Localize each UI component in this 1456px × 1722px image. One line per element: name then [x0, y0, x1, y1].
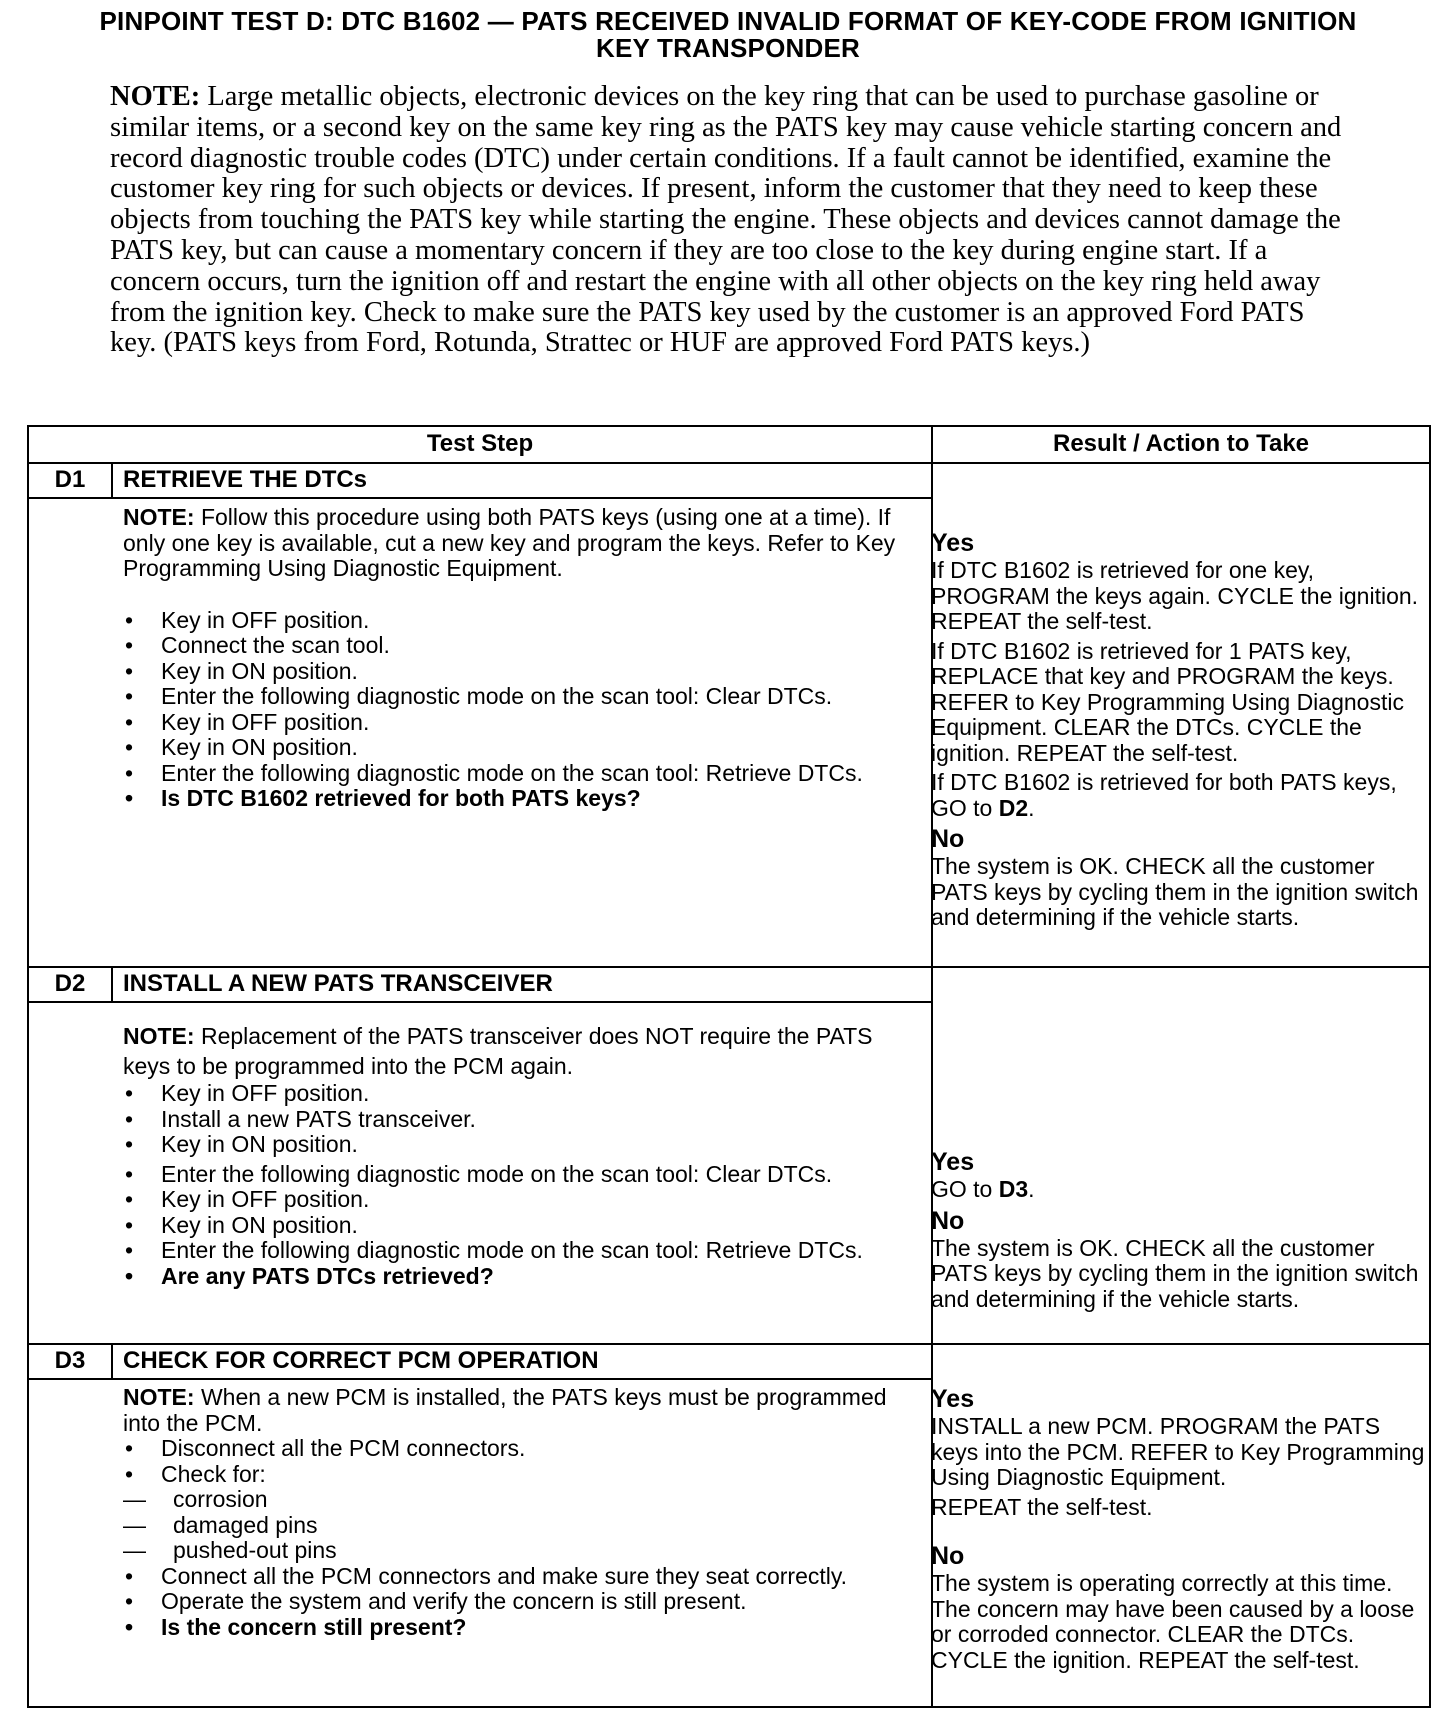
- step-d2-yes-pre: GO to: [931, 1176, 999, 1202]
- title-line-2: KEY TRANSPONDER: [595, 33, 860, 63]
- d3-title-underline: [29, 1378, 931, 1380]
- d2-title-underline: [29, 1001, 931, 1003]
- sub-list-item: — damaged pins: [123, 1513, 923, 1539]
- list-item: • Key in ON position.: [123, 659, 923, 685]
- step-d1-yes-text-3: [931, 770, 1427, 821]
- list-item: [123, 1462, 923, 1564]
- list-item: • Enter the following diagnostic mode on the scan tool: Retrieve DTCs.: [123, 1238, 923, 1264]
- intro-note-text: Large metallic objects, electronic devices on the key ring that can be used to purchase gasoline or similar items, or a second key on the same key ring as the PATS key may cause vehicle starting concern and record diagnostic trouble codes (DTC) under certain conditions. If a fault cannot be identified, examine the customer key ring for such objects or devices. If present, inform the customer that they need to keep these objects from touching the PATS key while starting the engine. These objects and devices cannot damage the PATS key, but can cause a momentary concern if they are too close to the key during engine start. If a concern occurs, turn the ignition off and restart the engine with all other objects on the key ring held away from the ignition key. Check to make sure the PATS key used by the customer is an approved Ford PATS key. (PATS keys from Ford, Rotunda, Strattec or HUF are approved Ford PATS keys.): [110, 81, 1342, 359]
- step-d1-list: [123, 608, 923, 812]
- header-result-action: Result / Action to Take: [1052, 430, 1310, 457]
- step-d2-question: • Are any PATS DTCs retrieved?: [123, 1264, 923, 1290]
- pinpoint-test-table: [27, 425, 1431, 1708]
- step-d3-yes-text-2: REPEAT the self-test.: [931, 1493, 1153, 1520]
- check-for-label: Check for:: [161, 1460, 266, 1487]
- step-d2-title: INSTALL A NEW PATS TRANSCEIVER: [123, 970, 553, 997]
- goto-d2-reference: D2: [998, 794, 1029, 821]
- step-d2-yes-text: [931, 1177, 1427, 1203]
- list-item: • Install a new PATS transceiver.: [123, 1107, 923, 1133]
- list-item: • Operate the system and verify the concern is still present.: [123, 1589, 923, 1615]
- step-d1-yes-text-3-pre: If DTC B1602 is retrieved for both PATS keys, GO to: [931, 769, 1397, 821]
- step-d2-result: [931, 1148, 1427, 1316]
- step-d1-yes-text-1: If DTC B1602 is retrieved for one key, PROGRAM the keys again. CYCLE the ignition. REPEAT the self-test.: [931, 557, 1419, 634]
- step-d2-no-text: The system is OK. CHECK all the customer PATS keys by cycling them in the ignition switch and determining if the vehicle starts.: [931, 1234, 1419, 1312]
- step-d3-note-text: When a new PCM is installed, the PATS keys must be programmed into the PCM.: [123, 1384, 887, 1436]
- step-d1-note-label: NOTE:: [123, 504, 195, 530]
- page-title: [0, 8, 1456, 62]
- sub-list-item: — pushed-out pins: [123, 1538, 923, 1564]
- step-d3-no-label: No: [931, 1542, 965, 1570]
- step-d1-no-text: The system is OK. CHECK all the customer PATS keys by cycling them in the ignition switch and determining if the vehicle starts.: [931, 853, 1419, 930]
- sub-list-item: — corrosion: [123, 1487, 923, 1513]
- step-d3-content: [123, 1385, 923, 1640]
- step-d1-note: [123, 505, 923, 582]
- step-d2-no-label: No: [931, 1206, 965, 1235]
- step-d2-note: [123, 1021, 923, 1081]
- step-d1-question: • Is DTC B1602 retrieved for both PATS keys?: [123, 786, 923, 812]
- step-d2-yes-post: .: [1028, 1176, 1035, 1202]
- step-d1-content: [123, 505, 923, 812]
- list-item: • Key in ON position.: [123, 1132, 923, 1158]
- list-item: • Connect the scan tool.: [123, 633, 923, 659]
- header-divider: [29, 462, 1429, 464]
- step-d3-yes-text: INSTALL a new PCM. PROGRAM the PATS keys into the PCM. REFER to Key Programming Using Diagnostic Equipment.: [931, 1413, 1425, 1490]
- step-d3-no-text: The system is operating correctly at this time. The concern may have been caused by a loose or corroded connector. CLEAR the DTCs. CYCLE the ignition. REPEAT the self-test.: [931, 1570, 1415, 1673]
- step-d1-title: RETRIEVE THE DTCs: [123, 466, 368, 493]
- list-item: • Enter the following diagnostic mode on the scan tool: Clear DTCs.: [123, 684, 923, 710]
- step-d3-note: [123, 1385, 923, 1436]
- step-d1-no-label: No: [931, 825, 965, 853]
- d1-number-divider: [111, 462, 113, 499]
- d3-number-divider: [111, 1343, 113, 1380]
- d1-d2-divider: [29, 966, 1429, 968]
- step-d3-list: [123, 1436, 923, 1640]
- step-d3-result: [931, 1385, 1427, 1677]
- step-d1-note-text: Follow this procedure using both PATS keys (using one at a time). If only one key is available, cut a new key and program the keys. Refer to Key Programming Using Diagnostic Equipment.: [123, 504, 896, 581]
- list-item: • Key in OFF position.: [123, 1187, 923, 1213]
- list-item: • Enter the following diagnostic mode on the scan tool: Clear DTCs.: [123, 1162, 923, 1188]
- list-item: • Connect all the PCM connectors and make sure they seat correctly.: [123, 1564, 923, 1590]
- step-d1-result: [931, 529, 1427, 935]
- intro-note: [110, 82, 1342, 359]
- step-d1-yes-text-3-post: .: [1028, 794, 1035, 821]
- step-d3-number: D3: [54, 1347, 86, 1374]
- step-d2-note-label: NOTE:: [123, 1023, 195, 1049]
- list-item: • Key in OFF position.: [123, 608, 923, 634]
- list-item: • Key in OFF position.: [123, 710, 923, 736]
- goto-d3-reference: D3: [998, 1176, 1029, 1202]
- d1-title-underline: [29, 497, 931, 499]
- d2-d3-divider: [29, 1343, 1429, 1345]
- list-item: • Disconnect all the PCM connectors.: [123, 1436, 923, 1462]
- step-d2-note-text: Replacement of the PATS transceiver does NOT require the PATS keys to be programmed into the PCM again.: [123, 1023, 873, 1079]
- step-d3-yes-label: Yes: [931, 1385, 975, 1413]
- step-d2-number: D2: [54, 970, 86, 997]
- d2-number-divider: [111, 966, 113, 1003]
- step-d3-note-label: NOTE:: [123, 1384, 195, 1410]
- step-d2-list: [123, 1081, 923, 1289]
- check-for-sublist: [123, 1487, 923, 1564]
- step-d3-title: CHECK FOR CORRECT PCM OPERATION: [123, 1347, 599, 1374]
- list-item: • Key in OFF position.: [123, 1081, 923, 1107]
- list-item: • Key in ON position.: [123, 1213, 923, 1239]
- step-d3-question: • Is the concern still present?: [123, 1615, 923, 1641]
- list-item: • Key in ON position.: [123, 735, 923, 761]
- step-d2-yes-label: Yes: [931, 1148, 975, 1176]
- step-d2-content: [123, 1021, 923, 1289]
- title-line-1: PINPOINT TEST D: DTC B1602 — PATS RECEIVED INVALID FORMAT OF KEY-CODE FROM IGNITION: [99, 6, 1357, 36]
- step-d1-yes-text-2: If DTC B1602 is retrieved for 1 PATS key, REPLACE that key and PROGRAM the keys. REFER to Key Programming Using Diagnostic Equipment. CLEAR the DTCs. CYCLE the ignition. REPEAT the self-test.: [931, 637, 1404, 766]
- intro-note-label: NOTE:: [110, 81, 201, 112]
- step-d1-number: D1: [54, 466, 86, 493]
- step-d1-yes-label: Yes: [931, 529, 975, 557]
- list-item: • Enter the following diagnostic mode on the scan tool: Retrieve DTCs.: [123, 761, 923, 787]
- header-test-step: Test Step: [426, 430, 534, 457]
